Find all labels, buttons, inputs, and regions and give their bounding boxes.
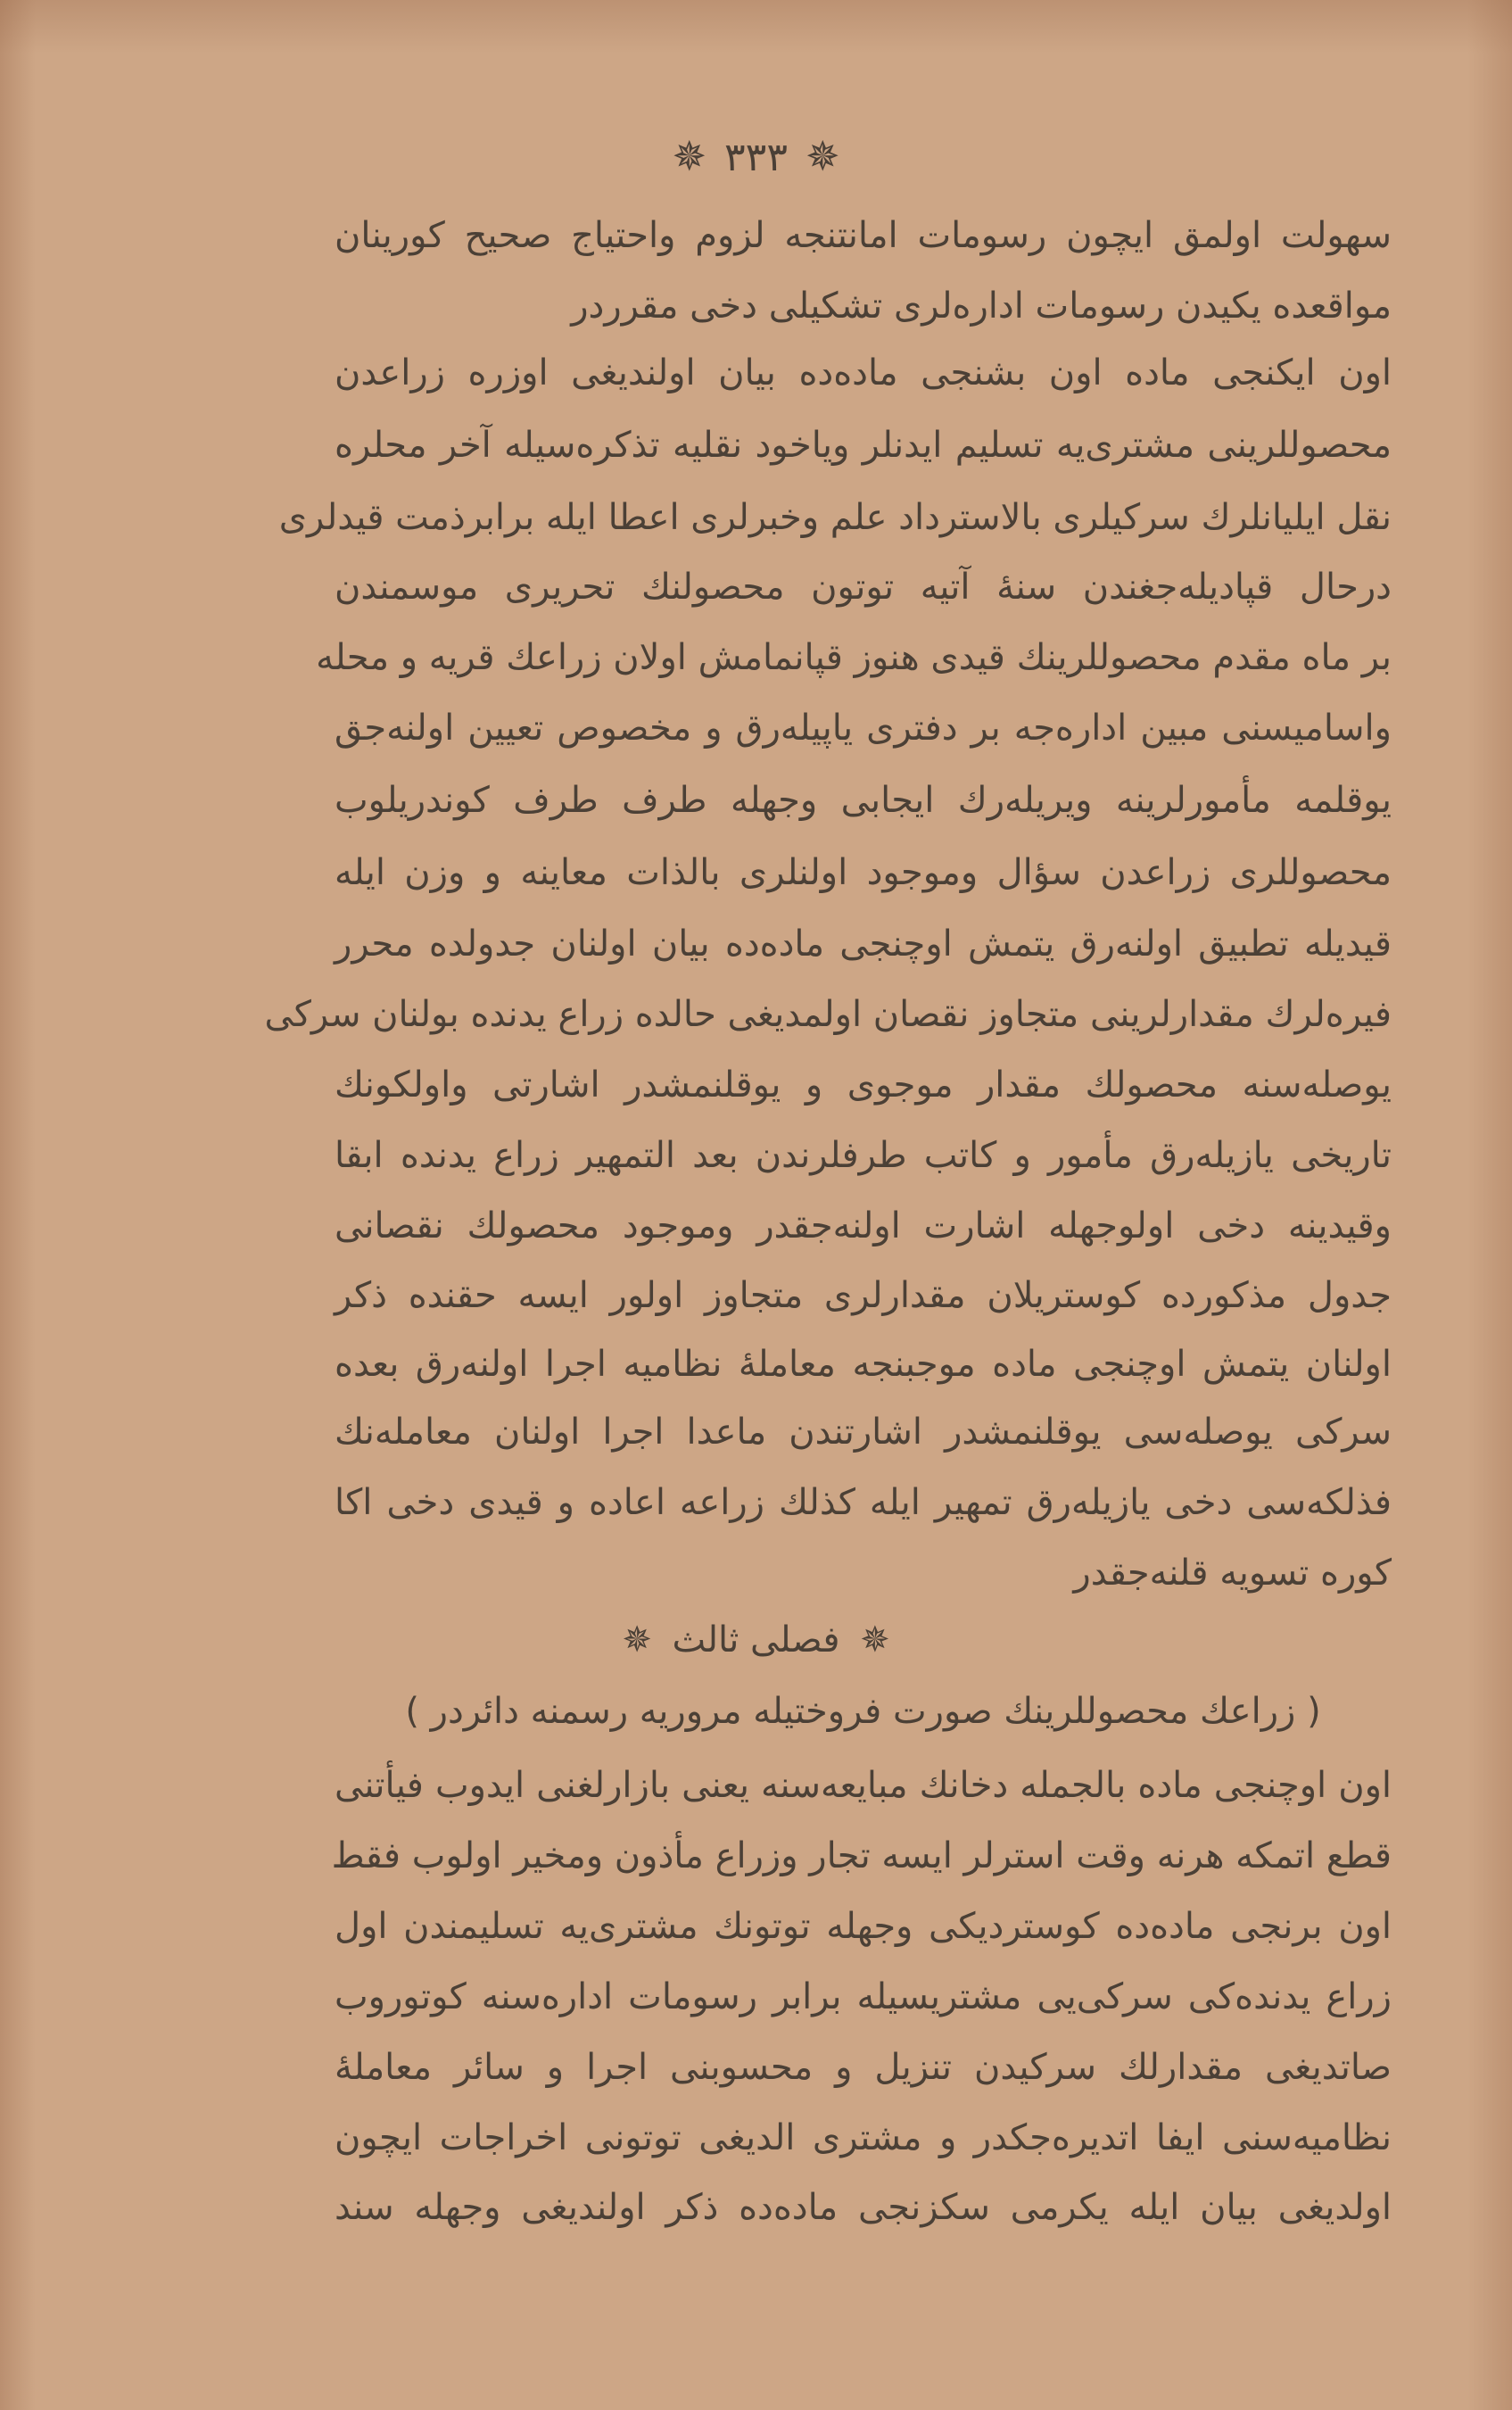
text-line: مواقعده یکیدن رسومات اداره‌لری تشکیلی دخی مقرردر [571, 286, 1392, 327]
text-line: اون برنجی ماده‌ده کوستردیکی وجهله توتونك مشتری‌یه تسلیمندن اول [335, 1906, 1392, 1947]
text-line: اولدیغی بیان ایله یکرمی سکزنجی ماده‌ده ذکر اولندیغی وجهله سند [335, 2187, 1392, 2228]
text-line: یوصله‌سنه محصولك مقدار موجوی و یوقلنمشدر اشارتی واولکونك [335, 1064, 1392, 1106]
text-line: صاتدیغی مقدارلك سرکیدن تنزیل و محسوبنی اجرا و سائر معاملهٔ [335, 2047, 1392, 2088]
text-line: محصوللری زراعدن سؤال وموجود اولنلری بالذات معاینه و وزن ایله [335, 852, 1392, 893]
text-line: وقیدینه دخی اولوجهله اشارت اولنه‌جقدر وموجود محصولك نقصانی [335, 1205, 1392, 1246]
text-line: واسامیسنی مبین اداره‌جه بر دفتری یاپیله‌رق و مخصوص تعیین اولنه‌جق [335, 708, 1392, 749]
text-line: فیره‌لرك مقدارلرینی متجاوز نقصان اولمدیغی حالده زراع یدنده بولنان سرکی [264, 994, 1392, 1035]
text-line: زراع یدنده‌کی سرکی‌یی مشتریسیله برابر رسومات اداره‌سنه کوتوروب [335, 1976, 1392, 2017]
text-line: یوقلمه مأمورلرینه ویریله‌رك ایجابی وجهله طرف طرف کوندریلوب [335, 780, 1392, 821]
text-line: قطع اتمکه هرنه وقت استرلر ایسه تجار وزراع مأذون ومخیر اولوب فقط [331, 1835, 1392, 1876]
section-heading [0, 1619, 1512, 1660]
text-line: تاریخی یازیله‌رق مأمور و کاتب طرفلرندن بعد التمهیر زراع یدنده ابقا [335, 1135, 1392, 1176]
page-number: ٣٣٣ [724, 135, 788, 180]
star-ornament-icon: ✵ [622, 1619, 652, 1660]
text-line: نظامیه‌سنی ایفا اتدیره‌جکدر و مشتری الدیغی توتونی اخراجات ایچون [335, 2117, 1392, 2158]
text-line: محصوللرینی مشتری‌یه تسلیم ایدنلر ویاخود نقلیه تذکره‌سیله آخر محلره [335, 425, 1392, 466]
section-title: فصلی ثالث [672, 1619, 840, 1660]
article-12-line: اون ایکنجی ماده اون بشنجی ماده‌ده بیان اولندیغی اوزره زراعدن [335, 352, 1392, 393]
text-line: قیدیله تطبیق اولنه‌رق یتمش اوچنجی ماده‌ده بیان اولنان جدولده محرر [335, 923, 1392, 965]
star-ornament-icon: ✵ [805, 132, 840, 180]
star-ornament-icon: ✵ [860, 1619, 890, 1660]
page-number-header [0, 132, 1512, 180]
text-line: درحال قپادیله‌جغندن سنهٔ آتیه توتون محصولنك تحریری موسمندن [335, 567, 1392, 608]
article-13-line: اون اوچنجی ماده بالجمله دخانك مبایعه‌سنه یعنی بازارلغنی ایدوب فیأتنی [335, 1765, 1392, 1806]
star-ornament-icon: ✵ [672, 132, 707, 180]
text-line: فذلکه‌سی دخی یازیله‌رق تمهیر ایله کذلك زراعه اعاده و قیدی دخی اکا [335, 1482, 1392, 1523]
text-line: نقل ایلیانلرك سرکیلری بالاسترداد علم وخبرلری اعطا ایله برابرذمت قیدلری [278, 497, 1392, 538]
section-subtitle: ( زراعك محصوللرینك صورت فروختیله مروریه رسمنه دائردر ) [405, 1691, 1321, 1732]
text-line: سرکی یوصله‌سی یوقلنمشدر اشارتندن ماعدا اجرا اولنان معامله‌نك [335, 1412, 1392, 1453]
text-line: کوره تسویه قلنه‌جقدر [1073, 1553, 1392, 1594]
text-line: سهولت اولمق ایچون رسومات امانتنجه لزوم واحتیاج صحیح کورینان [335, 215, 1392, 256]
text-line: جدول مذکورده کوستریلان مقدارلری متجاوز اولور ایسه حقنده ذکر [335, 1275, 1392, 1316]
text-line: اولنان یتمش اوچنجی ماده موجبنجه معاملهٔ نظامیه اجرا اولنه‌رق بعده [335, 1344, 1392, 1385]
text-line: بر ماه مقدم محصوللرینك قیدی هنوز قپانمامش اولان زراعك قریه و محله [316, 637, 1392, 678]
